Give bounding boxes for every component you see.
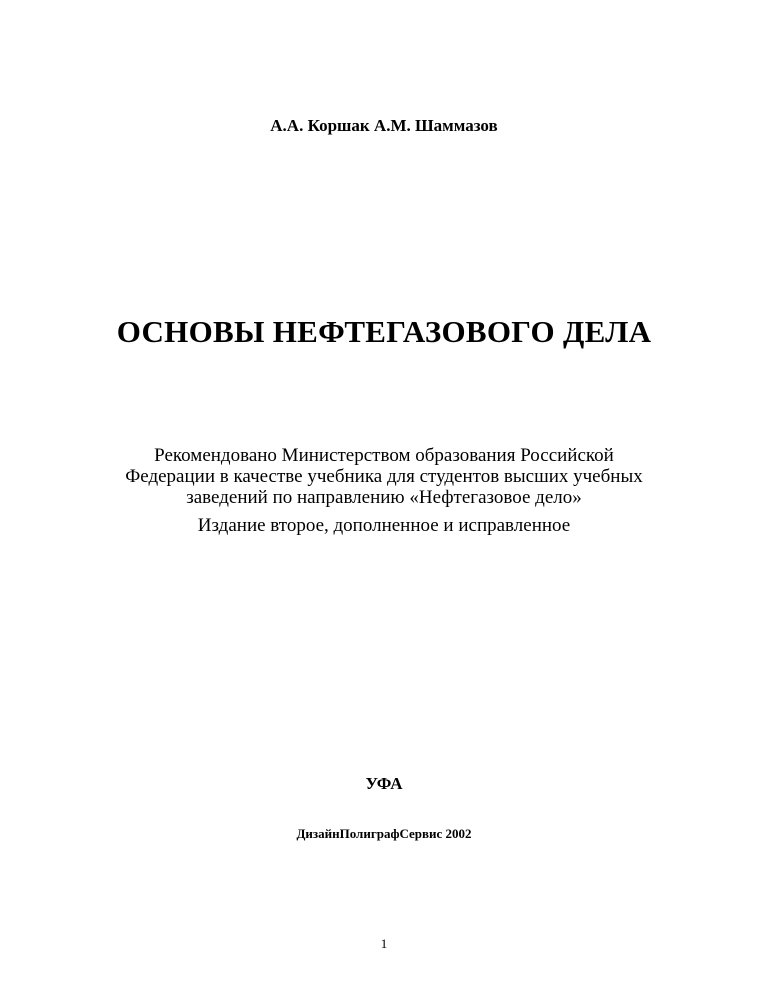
recommendation-line: Федерации в качестве учебника для студентов высших учебных <box>125 466 643 487</box>
page-number: 1 <box>380 936 388 951</box>
authors: А.А. Коршак А.М. Шаммазов <box>270 116 498 135</box>
book-title: ОСНОВЫ НЕФТЕГАЗОВОГО ДЕЛА <box>116 314 652 349</box>
recommendation-block <box>0 445 768 508</box>
edition-note: Издание второе, дополненное и исправленное <box>197 515 571 536</box>
publisher-year: ДизайнПолиграфСервис 2002 <box>296 826 472 841</box>
city: УФА <box>365 774 403 793</box>
recommendation-line: заведений по направлению «Нефтегазовое дело» <box>186 487 582 508</box>
recommendation-line: Рекомендовано Министерством образования Российской <box>154 445 614 466</box>
